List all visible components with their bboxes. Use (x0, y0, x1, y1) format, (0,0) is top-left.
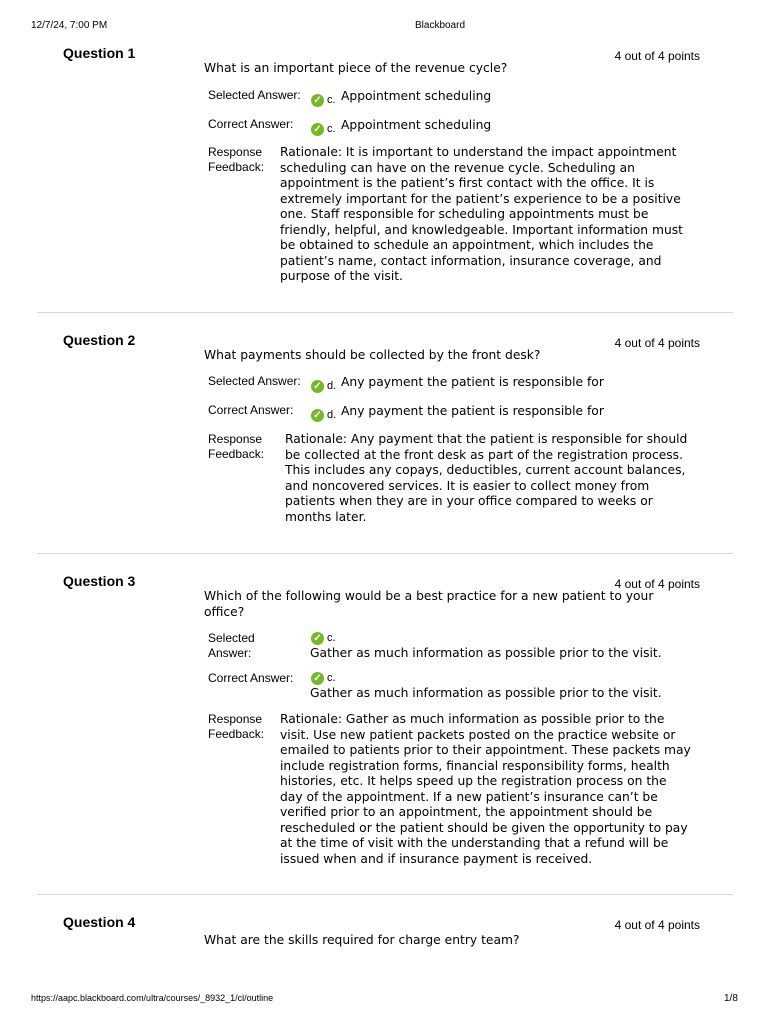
response-feedback-label (208, 432, 264, 462)
print-url: https://aapc.blackboard.com/ultra/courses/_8932_1/cl/outline (31, 993, 274, 1003)
question-text: What payments should be collected by the front desk? (204, 348, 541, 362)
feedback-line: emailed to patients prior to their appointment. These packets may (280, 743, 691, 757)
response-label: Response (208, 145, 263, 159)
feedback-line: patients when they are in your office compared to weeks or (285, 494, 653, 508)
response-feedback-label (208, 145, 264, 175)
question-points: 4 out of 4 points (614, 336, 700, 350)
selected-answer-text: Gather as much information as possible prior to the visit. (310, 646, 662, 660)
selected-answer-letter: c. (327, 632, 336, 644)
selected-answer-letter: c. (327, 94, 336, 106)
question-title: Question 3 (63, 573, 136, 589)
selected-answer-letter: d. (327, 380, 337, 392)
question-text (204, 589, 679, 620)
question-divider (37, 894, 733, 895)
response-feedback-text (285, 432, 687, 525)
feedback-line: friendly, helpful, and knowledgeable. Important information must (280, 222, 684, 237)
feedback-line: Rationale: Gather as much information as possible prior to the (280, 712, 665, 726)
selected-label: Selected (208, 631, 255, 645)
correct-answer-letter: c. (327, 123, 336, 135)
selected-answer-label: Selected Answer: (208, 88, 301, 102)
question-divider (37, 553, 733, 554)
response-feedback-text (280, 145, 683, 285)
question-points: 4 out of 4 points (614, 577, 700, 591)
correct-check-icon: ✓ (311, 632, 324, 645)
correct-answer-label: Correct Answer: (208, 403, 294, 417)
response-label: Response (208, 432, 263, 446)
question-text: What are the skills required for charge entry team? (204, 933, 520, 947)
correct-check-icon: ✓ (311, 380, 324, 393)
question-text-line: office? (204, 604, 245, 619)
feedback-line: issued when and if insurance payment is received. (280, 851, 593, 866)
feedback-line: months later. (285, 509, 367, 524)
correct-check-icon: ✓ (311, 409, 324, 422)
question-text-line: Which of the following would be a best practice for a new patient to your (204, 589, 654, 603)
correct-answer-text: Any payment the patient is responsible for (341, 404, 604, 418)
feedback-line: Rationale: Any payment that the patient is responsible for should (285, 432, 688, 446)
selected-answer-label (208, 631, 255, 661)
feedback-label: Feedback: (208, 727, 265, 741)
print-datetime: 12/7/24, 7:00 PM (31, 20, 108, 31)
feedback-line: be obtained to schedule an appointment, which includes the (280, 238, 654, 252)
correct-answer-label: Correct Answer: (208, 117, 294, 131)
feedback-line: purpose of the visit. (280, 269, 403, 283)
feedback-line: patient’s name, contact information, insurance coverage, and (280, 253, 662, 268)
feedback-line: at the time of visit with the understanding that a refund will be (280, 836, 669, 850)
selected-answer-text: Any payment the patient is responsible for (341, 375, 604, 389)
feedback-line: and noncovered services. It is easier to collect money from (285, 478, 650, 493)
correct-check-icon: ✓ (311, 94, 324, 107)
question-text: What is an important piece of the revenue cycle? (204, 61, 508, 75)
correct-answer-text: Appointment scheduling (341, 118, 492, 132)
feedback-line: This includes any copays, deductibles, current account balances, (285, 463, 686, 477)
feedback-line: extremely important for the patient’s experience to be a positive (280, 191, 681, 206)
question-divider (37, 312, 733, 313)
feedback-line: one. Staff responsible for scheduling appointments must be (280, 207, 649, 221)
feedback-label: Feedback: (208, 160, 265, 174)
question-title: Question 2 (63, 332, 136, 348)
question-points: 4 out of 4 points (614, 49, 700, 63)
feedback-line: rescheduled or the patient should be given the opportunity to pay (280, 820, 688, 835)
correct-check-icon: ✓ (311, 672, 324, 685)
feedback-line: be collected at the front desk as part of the registration process. (285, 447, 683, 462)
feedback-line: visit. Use new patient packets posted on the practice website or (280, 727, 676, 742)
correct-answer-letter: c. (327, 672, 336, 684)
correct-answer-label: Correct Answer: (208, 671, 294, 685)
feedback-line: Rationale: It is important to understand the impact appointment (280, 145, 677, 159)
print-page-title: Blackboard (414, 20, 466, 31)
feedback-line: appointment is the patient’s first contact with the office. It is (280, 176, 655, 190)
selected-answer-text: Appointment scheduling (341, 89, 492, 103)
selected-answer-label: Selected Answer: (208, 374, 301, 388)
feedback-line: day of the appointment. If a new patient’s insurance can’t be (280, 789, 658, 804)
correct-check-icon: ✓ (311, 123, 324, 136)
question-title: Question 4 (63, 914, 136, 930)
correct-answer-letter: d. (327, 409, 337, 421)
page-number: 1/8 (724, 993, 738, 1004)
response-feedback-text (280, 712, 691, 867)
feedback-label: Feedback: (208, 447, 265, 461)
question-title: Question 1 (63, 45, 136, 61)
question-points: 4 out of 4 points (614, 918, 700, 932)
answer-label: Answer: (208, 646, 252, 660)
feedback-line: scheduling can have on the revenue cycle. Scheduling an (280, 160, 635, 175)
feedback-line: histories, etc. It helps speed up the registration process on the (280, 774, 667, 788)
response-feedback-label (208, 712, 264, 742)
feedback-line: include registration forms, financial responsibility forms, health (280, 758, 670, 773)
feedback-line: verified prior to an appointment, the appointment should be (280, 805, 653, 819)
response-label: Response (208, 712, 263, 726)
correct-answer-text: Gather as much information as possible prior to the visit. (310, 686, 662, 700)
